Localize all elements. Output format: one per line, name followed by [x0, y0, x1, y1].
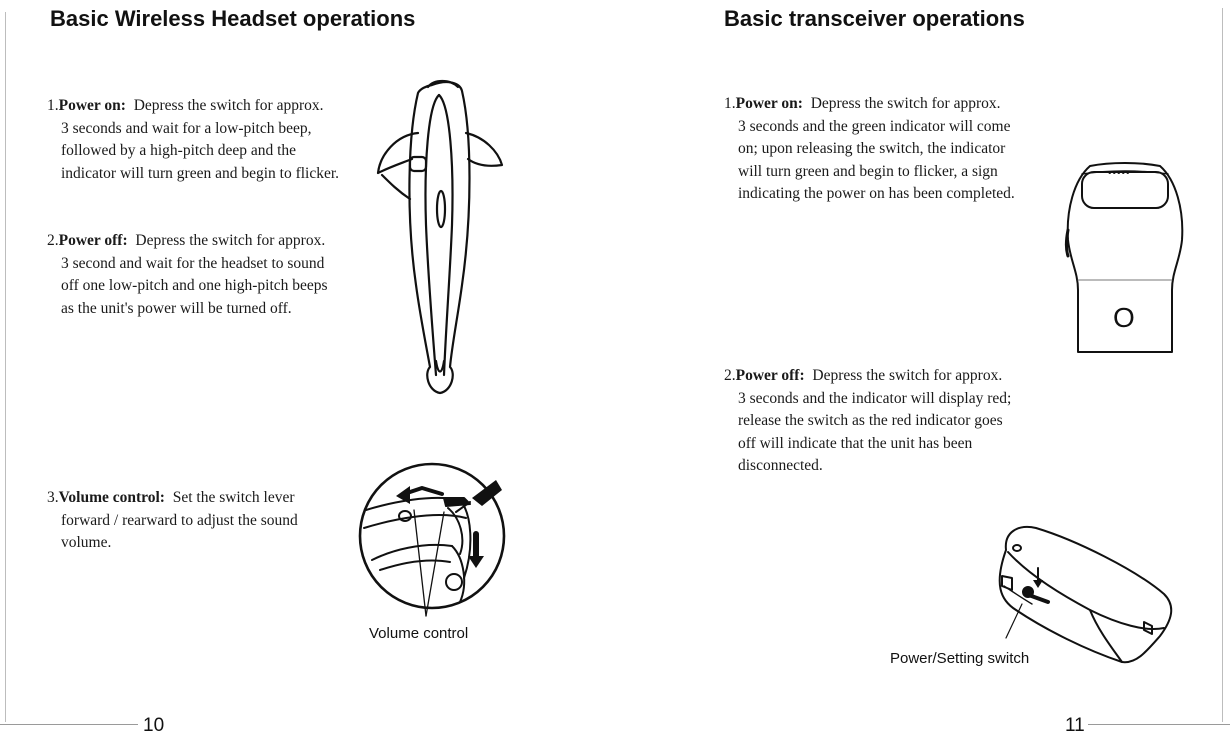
step-text: Depress the switch for approx. [810, 95, 1001, 112]
step-number: 2. [47, 232, 59, 249]
step-label: Power off: [735, 367, 805, 384]
step-text: 3 seconds and the indicator will display red; [738, 389, 1012, 407]
step-number: 2. [724, 367, 736, 384]
step-text: indicator will turn green and begin to flicker. [61, 164, 340, 182]
step-text: Depress the switch for approx. [133, 97, 324, 114]
step-text: 3 seconds and wait for a low-pitch beep, [61, 119, 312, 137]
step-label: Power on: [58, 97, 126, 114]
step-number: 1. [724, 95, 736, 112]
right-page-heading: Basic transceiver operations [724, 6, 1025, 31]
left-page-heading: Basic Wireless Headset operations [50, 6, 416, 31]
step-text: 3 second and wait for the headset to sound [61, 254, 325, 272]
step-text: off will indicate that the unit has been [738, 434, 973, 452]
step-text: Depress the switch for approx. [812, 367, 1003, 384]
step-text: Set the switch lever [172, 489, 295, 506]
right-page-edge [1222, 8, 1223, 722]
step-text: indicating the power on has been completed. [738, 185, 1015, 202]
transceiver-indicator-dots: ••••• [1108, 168, 1131, 179]
step-text: as the unit's power will be turned off. [61, 299, 292, 317]
step-text: 3 seconds and the green indicator will come [738, 117, 1011, 135]
step-label: Power on: [735, 95, 803, 112]
transceiver-power-on-step [724, 93, 1015, 206]
headset-power-off-step [47, 230, 328, 320]
step-label: Volume control: [58, 489, 165, 506]
step-text: Depress the switch for approx. [135, 232, 326, 249]
right-page-number: 11 [1065, 715, 1085, 736]
left-page-number: 10 [143, 715, 165, 736]
left-page-edge [5, 12, 6, 722]
step-text: release the switch as the red indicator goes [738, 412, 1003, 429]
headset-illustration [368, 75, 508, 400]
right-footer-rule [1088, 724, 1230, 725]
transceiver-switch-illustration [986, 520, 1176, 670]
step-text: volume. [61, 534, 112, 551]
volume-control-illustration [352, 458, 512, 623]
left-footer-rule [0, 724, 138, 725]
step-number: 1. [47, 97, 59, 114]
step-number: 3. [47, 489, 59, 506]
step-text: off one low-pitch and one high-pitch beeps [61, 277, 328, 294]
step-text: followed by a high-pitch deep and the [61, 142, 297, 159]
transceiver-power-off-step [724, 365, 1011, 478]
power-setting-switch-caption: Power/Setting switch [890, 650, 1030, 667]
step-label: Power off: [58, 232, 128, 249]
transceiver-logo-glyph: O [1113, 302, 1135, 333]
volume-control-caption: Volume control [369, 625, 469, 642]
step-text: will turn green and begin to flicker, a sign [738, 162, 998, 180]
headset-volume-control-step [47, 487, 298, 555]
step-text: disconnected. [738, 457, 823, 474]
headset-power-on-step [47, 95, 339, 185]
step-text: forward / rearward to adjust the sound [61, 511, 298, 529]
step-text: on; upon releasing the switch, the indicator [738, 140, 1006, 157]
